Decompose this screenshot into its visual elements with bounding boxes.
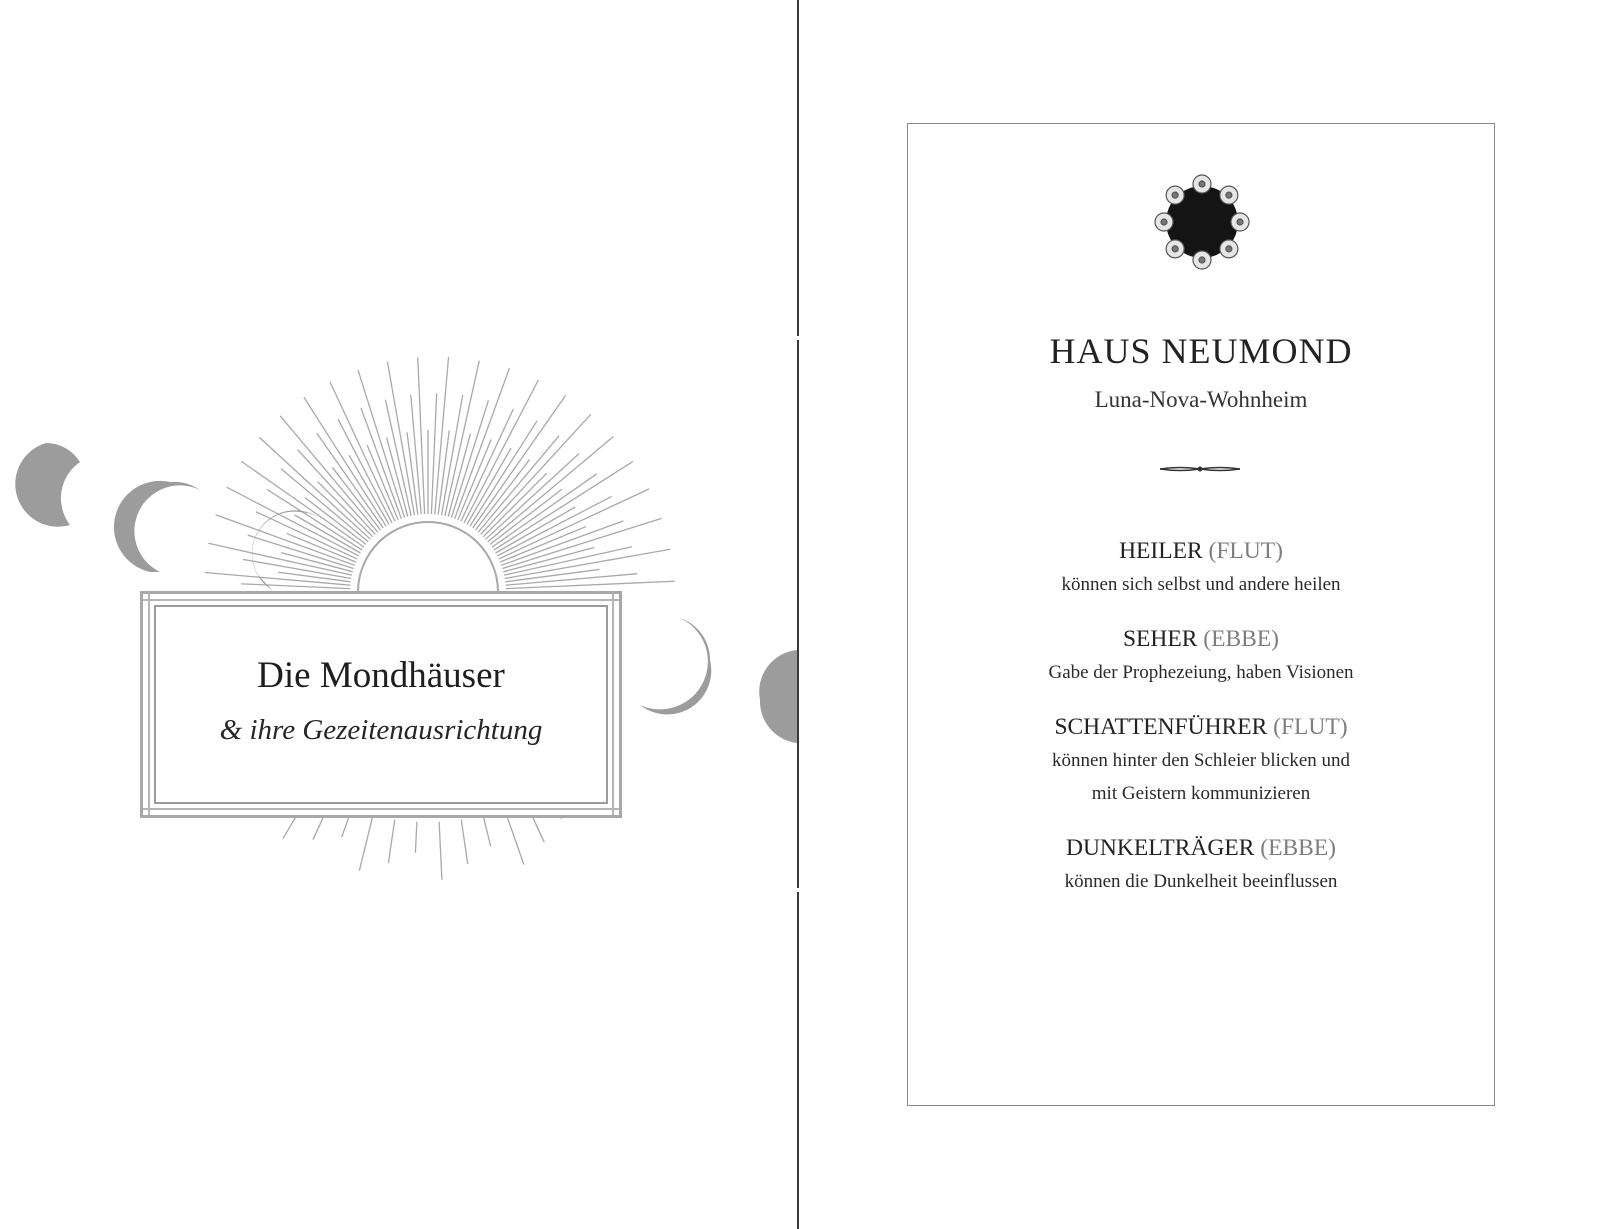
moon-phase-icon bbox=[114, 481, 200, 572]
sun-disc bbox=[358, 522, 498, 592]
ability-item bbox=[907, 534, 1495, 601]
ability-tide: (EBBE) bbox=[1260, 835, 1337, 861]
ability-name: SEHER bbox=[1122, 626, 1198, 652]
sun-ray bbox=[502, 518, 661, 568]
sun-ray bbox=[461, 409, 513, 521]
ability-description: mit Geistern kommunizieren bbox=[1091, 783, 1311, 804]
sun-ray bbox=[461, 820, 468, 865]
ability-item bbox=[907, 710, 1495, 810]
ability-description: können sich selbst und andere heilen bbox=[1061, 574, 1341, 595]
sun-ray bbox=[483, 815, 491, 846]
house-subtitle: Luna-Nova-Wohnheim bbox=[1094, 387, 1308, 412]
sun-ray bbox=[208, 543, 352, 575]
page-gutter bbox=[797, 0, 799, 1229]
sun-ray bbox=[259, 437, 370, 539]
ability-description: können die Dunkelheit beeinflussen bbox=[1064, 871, 1338, 892]
flower-center bbox=[1172, 192, 1178, 198]
title-frame bbox=[140, 591, 622, 818]
sun-ray bbox=[267, 489, 362, 550]
flower-center bbox=[1161, 219, 1167, 225]
ability-name: DUNKELTRÄGER bbox=[1065, 835, 1255, 861]
sun-ray bbox=[388, 820, 394, 864]
ability-tide: (FLUT) bbox=[1208, 538, 1283, 564]
sun-ray bbox=[504, 547, 632, 575]
chapter-subtitle: & ihre Gezeitenausrichtung bbox=[219, 714, 543, 746]
ability-description: Gabe der Prophezeiung, haben Visionen bbox=[1048, 662, 1354, 683]
house-title: HAUS NEUMOND bbox=[1049, 331, 1353, 371]
flower-center bbox=[1237, 219, 1243, 225]
ability-item bbox=[907, 831, 1495, 898]
sun-ray bbox=[505, 549, 670, 578]
sun-ray bbox=[415, 822, 416, 853]
sun-ray bbox=[387, 437, 408, 516]
moon-wreath-icon bbox=[1144, 170, 1260, 274]
sun-ray bbox=[358, 370, 405, 518]
sun-ray bbox=[216, 515, 355, 566]
flower-center bbox=[1226, 246, 1232, 252]
sun-ray bbox=[483, 473, 547, 537]
flower-center bbox=[1172, 246, 1178, 252]
left-page bbox=[0, 0, 797, 1229]
sun-ray bbox=[496, 507, 576, 553]
ability-description: können hinter den Schleier blicken und bbox=[1051, 750, 1351, 771]
moon-phase-icon bbox=[640, 618, 711, 714]
abilities-list bbox=[907, 534, 1495, 919]
sun-ray bbox=[442, 395, 463, 515]
moon-phase-icon bbox=[759, 650, 797, 743]
sun-ray bbox=[241, 584, 350, 589]
ability-name: HEILER bbox=[1119, 538, 1203, 564]
ability-item bbox=[907, 622, 1495, 689]
sun-ray bbox=[330, 382, 395, 522]
flourish-divider-icon bbox=[1160, 464, 1240, 474]
ability-name: SCHATTENFÜHRER bbox=[1054, 714, 1268, 740]
ability-tide: (EBBE) bbox=[1203, 626, 1280, 652]
chapter-title: Die Mondhäuser bbox=[257, 655, 505, 696]
flower-center bbox=[1226, 192, 1232, 198]
ability-tide: (FLUT) bbox=[1273, 714, 1348, 740]
flower-center bbox=[1199, 257, 1205, 263]
sun-ray bbox=[359, 815, 373, 870]
sun-ray bbox=[439, 822, 442, 880]
flower-center bbox=[1199, 181, 1205, 187]
moon-phase-icon bbox=[15, 443, 80, 527]
